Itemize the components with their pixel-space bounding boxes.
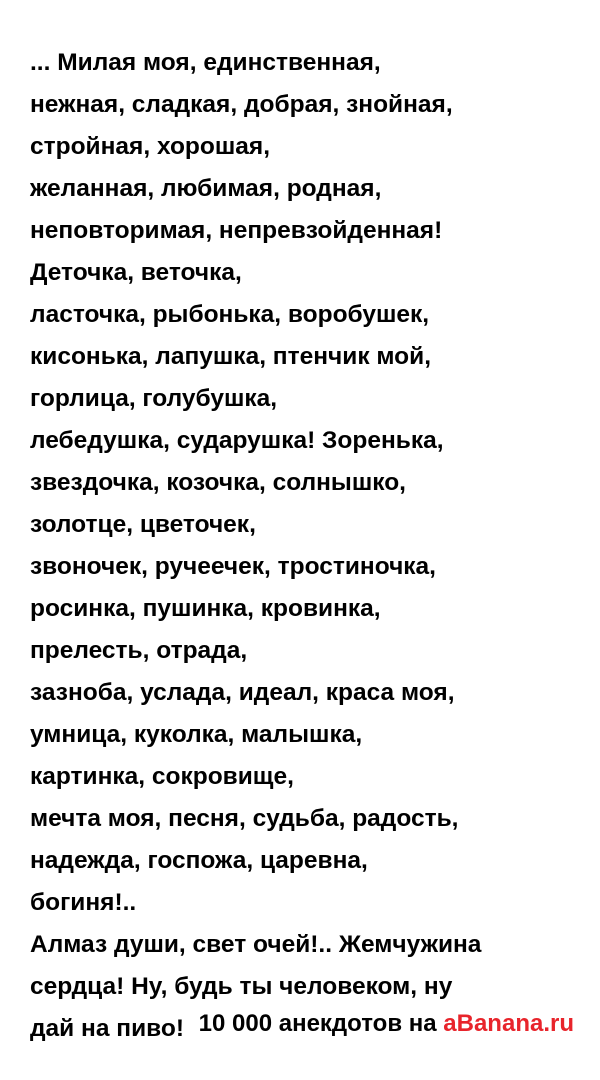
joke-line: сердца! Ну, будь ты человеком, ну — [30, 973, 453, 1000]
site-brand-letter: a — [443, 1010, 457, 1037]
footer-prefix: 10 000 анекдотов на — [198, 1010, 444, 1037]
joke-line: звоночек, ручеечек, тростиночка, — [30, 553, 436, 580]
joke-line: горлица, голубушка, — [30, 385, 278, 412]
joke-line: ... Милая моя, единственная, — [30, 49, 381, 76]
joke-line: золотце, цветочек, — [30, 511, 256, 538]
joke-line: лебедушка, сударушка! Зоренька, — [30, 427, 444, 454]
joke-line: Деточка, веточка, — [30, 259, 242, 286]
joke-line: умница, куколка, малышка, — [30, 721, 363, 748]
joke-line: неповторимая, непревзойденная! — [30, 217, 443, 244]
joke-line: желанная, любимая, родная, — [30, 175, 382, 202]
site-footer-caption — [199, 1008, 574, 1040]
joke-line: кисонька, лапушка, птенчик мой, — [30, 343, 432, 370]
site-brand-name: Banana.ru — [456, 1010, 574, 1037]
joke-line: нежная, сладкая, добрая, знойная, — [30, 91, 453, 118]
joke-line: Алмаз души, свет очей!.. Жемчужина — [30, 931, 482, 958]
joke-line: богиня!.. — [30, 889, 137, 916]
joke-line: мечта моя, песня, судьба, радость, — [30, 805, 459, 832]
joke-line: картинка, сокровище, — [30, 763, 294, 790]
joke-line: прелесть, отрада, — [30, 637, 248, 664]
joke-line: дай на пиво! — [30, 1015, 184, 1042]
joke-line: ласточка, рыбонька, воробушек, — [30, 301, 430, 328]
joke-text — [30, 42, 590, 1050]
joke-line: зазноба, услада, идеал, краса моя, — [30, 679, 455, 706]
joke-line: надежда, госпожа, царевна, — [30, 847, 368, 874]
joke-line: росинка, пушинка, кровинка, — [30, 595, 381, 622]
joke-line: звездочка, козочка, солнышко, — [30, 469, 406, 496]
joke-line: стройная, хорошая, — [30, 133, 271, 160]
